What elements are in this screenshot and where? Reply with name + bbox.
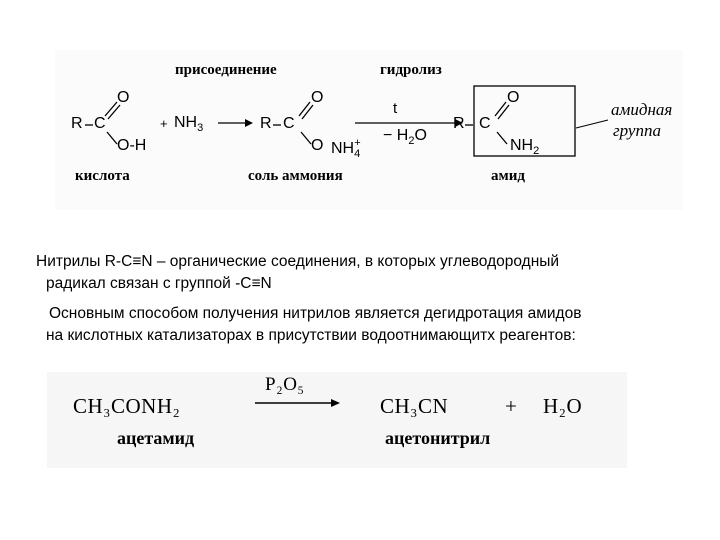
amide-o-top: O <box>507 89 520 106</box>
scheme-bonds <box>55 50 683 210</box>
amide-group-label-line2: группа <box>613 121 661 140</box>
acid-c: C <box>94 115 106 132</box>
acetamide-name: ацетамид <box>117 428 195 448</box>
hydrolysis-label: гидролиз <box>380 62 442 78</box>
reaction-scheme-image <box>55 50 683 210</box>
addition-label: присоединение <box>175 62 277 78</box>
method-text-line2: на кислотных катализаторах в присутствии водоотнимающитх реагентов: <box>46 327 576 344</box>
dehydration-reaction-image <box>47 372 627 468</box>
water-loss: − $H_2O$ <box>383 127 427 147</box>
reaction-plus: + <box>505 394 518 418</box>
amide-nh2: $NH_2$ <box>510 137 540 157</box>
salt-caption: соль аммония <box>248 168 343 184</box>
acid-o-top: O <box>117 89 130 106</box>
temperature-mark: t <box>393 100 398 117</box>
ammonia: $NH_3$ <box>174 114 204 134</box>
acid-caption: кислота <box>75 168 130 184</box>
nitriles-definition-line2: радикал связан с группой -C≡N <box>46 275 272 292</box>
salt-c: C <box>283 115 295 132</box>
reagent-formula: P₂O₅ <box>265 374 305 395</box>
amide-c: C <box>479 115 491 132</box>
acid-plus: + <box>160 116 168 131</box>
method-text-line1: Основным способом получения нитрилов является дегидротация амидов <box>49 305 582 322</box>
nitriles-definition-line1: Нитрилы R-C≡N – органические соединения, в которых углеводородный <box>36 253 560 270</box>
acid-r: R <box>71 115 83 132</box>
acid-oh: O-H <box>117 137 147 154</box>
reaction-arrow <box>47 372 627 468</box>
acetonitrile-name: ацетонитрил <box>385 428 491 448</box>
ammonium: $NH_4^+$ <box>331 137 361 160</box>
acetonitrile-formula: CH₃CN <box>380 394 449 418</box>
amide-caption: амид <box>491 168 525 184</box>
salt-o-bottom: O <box>311 137 324 154</box>
salt-o-top: O <box>311 89 324 106</box>
amide-r: R <box>453 115 465 132</box>
acetamide-formula: CH₃CONH₂ <box>73 394 181 418</box>
amide-group-label-line1: амидная <box>611 100 673 119</box>
salt-r: R <box>260 115 272 132</box>
water-formula: H₂O <box>543 394 583 418</box>
